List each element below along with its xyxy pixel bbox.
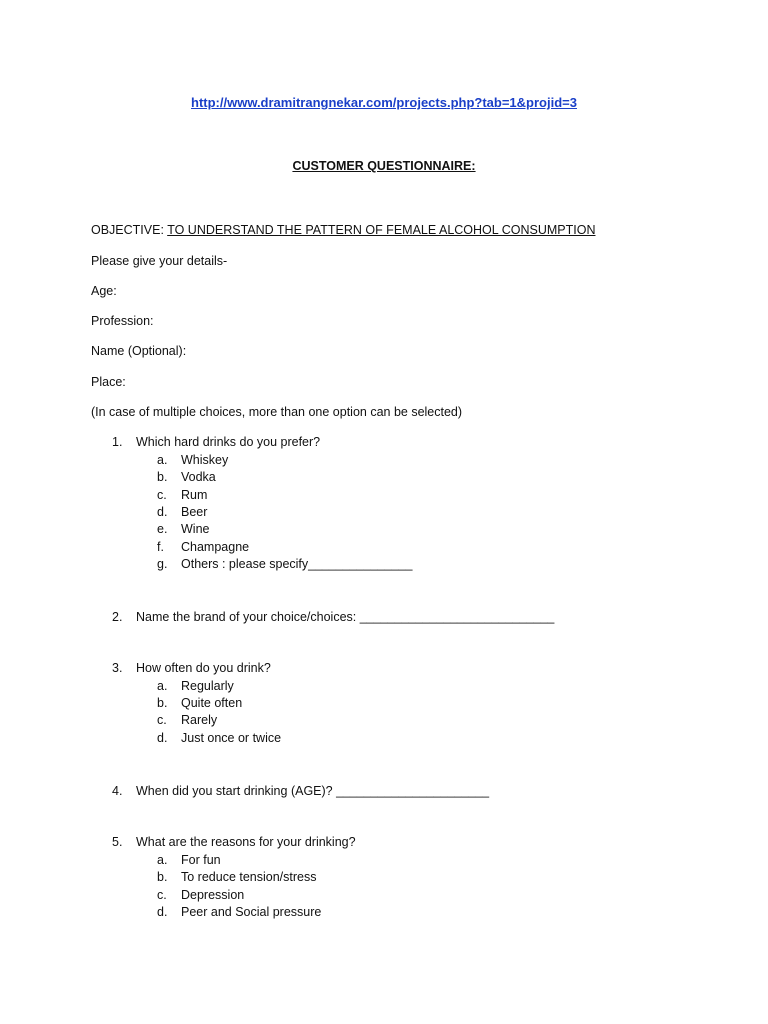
objective-line [91,222,595,238]
question-number: 5. [112,835,123,849]
option-text: Beer [181,505,208,519]
option-letter: b. [157,470,168,484]
option-letter: f. [157,540,164,554]
option-letter: d. [157,731,168,745]
question-text: How often do you drink? [136,661,271,675]
option-text: Others : please specify_______________ [181,557,413,571]
option-letter: c. [157,888,167,902]
option-text: Rum [181,488,208,502]
objective-text: TO UNDERSTAND THE PATTERN OF FEMALE ALCOHOL CONSUMPTION [167,223,596,237]
question-text: Which hard drinks do you prefer? [136,435,321,449]
question-number: 4. [112,784,123,798]
option-text: Quite often [181,696,243,710]
name-field-label: Name (Optional): [91,344,187,358]
source-url-link[interactable]: http://www.dramitrangnekar.com/projects.php?tab=1&projid=3 [191,95,577,110]
multiple-choice-note: (In case of multiple choices, more than one option can be selected) [91,405,463,419]
option-text: Wine [181,522,210,536]
place-field-label: Place: [91,375,126,389]
question-number: 2. [112,610,123,624]
profession-field-label: Profession: [91,314,154,328]
question-number: 3. [112,661,123,675]
option-text: For fun [181,853,221,867]
option-letter: a. [157,453,168,467]
question-text: Name the brand of your choice/choices: ____________________________ [136,610,555,624]
question-text: What are the reasons for your drinking? [136,835,356,849]
option-letter: e. [157,522,168,536]
option-letter: a. [157,679,168,693]
question-text: When did you start drinking (AGE)? ______________________ [136,784,490,798]
option-text: Just once or twice [181,731,282,745]
option-letter: d. [157,505,168,519]
option-text: Regularly [181,679,234,693]
age-field-label: Age: [91,284,117,298]
question-number: 1. [112,435,123,449]
option-text: Vodka [181,470,216,484]
option-text: Peer and Social pressure [181,905,322,919]
option-text: Depression [181,888,245,902]
option-letter: c. [157,488,167,502]
details-intro: Please give your details- [91,254,228,268]
option-letter: a. [157,853,168,867]
objective-label: OBJECTIVE: [91,223,168,237]
option-letter: b. [157,696,168,710]
option-letter: c. [157,713,167,727]
page-title: CUSTOMER QUESTIONNAIRE: [292,159,476,173]
source-url-line [0,95,768,110]
option-text: To reduce tension/stress [181,870,317,884]
option-letter: d. [157,905,168,919]
option-text: Champagne [181,540,250,554]
option-letter: g. [157,557,168,571]
option-text: Rarely [181,713,218,727]
option-text: Whiskey [181,453,229,467]
option-letter: b. [157,870,168,884]
